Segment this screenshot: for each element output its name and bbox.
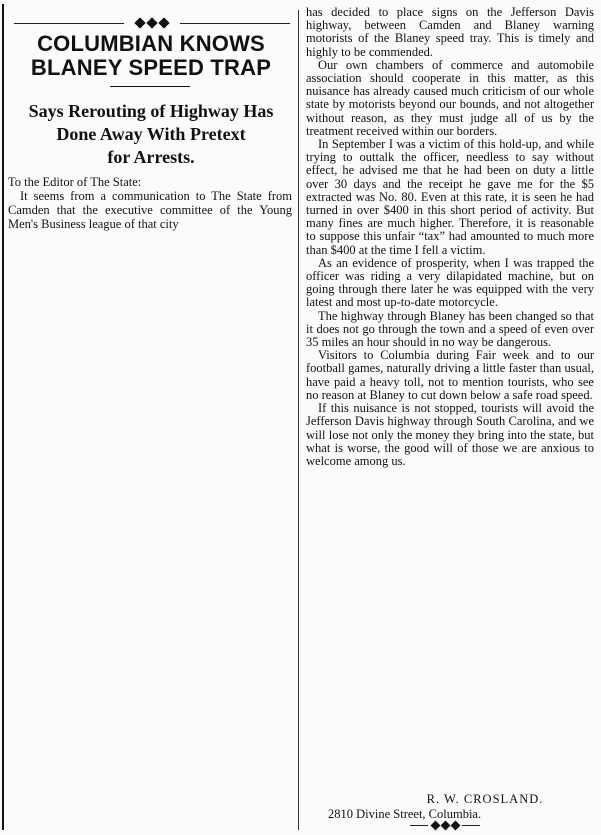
subheadline xyxy=(6,100,296,169)
top-ornament-divider xyxy=(14,18,290,29)
paragraph: Visitors to Columbia during Fair week and to our football games, naturally driving a little faster than usual, have paid a heavy toll, not to mention tourists, who see no reason at Blaney to cut down below a safe road speed. xyxy=(306,348,594,402)
signature-name: R. W. CROSLAND. xyxy=(426,792,544,806)
headline-line-2: BLANEY SPEED TRAP xyxy=(30,55,272,80)
left-body-text xyxy=(8,175,292,231)
paragraph: The highway through Blaney has been changed so that it does not go through the town and a speed of even over 35 miles an hour should in no way be dangerous. xyxy=(306,308,594,350)
subhead-line-1: Says Rerouting of Highway Has xyxy=(28,101,274,121)
paragraph: As an evidence of prosperity, when I was trapped the officer was riding a very dilapidated machine, but on going through there later he was equipped with the very latest and most up-to-date motorcycle. xyxy=(306,255,594,310)
headline-rule xyxy=(110,86,190,87)
signature-block xyxy=(320,792,590,822)
salutation: To the Editor of The State: xyxy=(8,175,142,189)
paragraph: Our own chambers of commerce and automobile association should cooperate in this matter, as this nuisance has already caused much criticism of our whole state by motorists beyond our bounds, and not altogether without reason, as they must judge all of us by the treatment received within our borders. xyxy=(306,57,594,138)
paragraph: It seems from a communication to The State from Camden that the executive committee of the Young Men's Business league of that city xyxy=(8,189,292,231)
signature-address: 2810 Divine Street, Columbia. xyxy=(328,807,482,821)
paragraph: If this nuisance is not stopped, tourists will avoid the Jefferson Davis highway through South Carolina, and we will lose not only the money they bring into the state, but what is worse, the good will of those we are anxious to welcome among us. xyxy=(306,401,594,468)
headline xyxy=(6,32,296,80)
right-body-text xyxy=(306,6,594,468)
headline-line-1: COLUMBIAN KNOWS xyxy=(37,31,265,56)
left-column xyxy=(0,0,299,270)
subhead-line-3: for Arrests. xyxy=(107,147,195,167)
subhead-line-2: Done Away With Pretext xyxy=(56,124,246,144)
paragraph: has decided to place signs on the Jefferson Davis highway, between Camden and Blaney warning motorists of the Blaney speed tray. This is timely and highly to be commended. xyxy=(306,5,594,59)
column-divider-rule xyxy=(298,10,299,830)
paragraph: In September I was a victim of this hold-up, and while trying to outtalk the officer, needless to say without effect, he advised me that he had been on duty a little over 30 days and the receipt he gave me for the $5 extracted was No. 80. Even at this rate, it is seen he had turned in over $400 in this short period of activity. But many fines are much higher. Therefore, it is reasonable to suppose this unfair “tax” had amounted to much more than $400 at the time I fell a victim. xyxy=(306,137,594,257)
bottom-ornament-divider xyxy=(410,822,480,830)
